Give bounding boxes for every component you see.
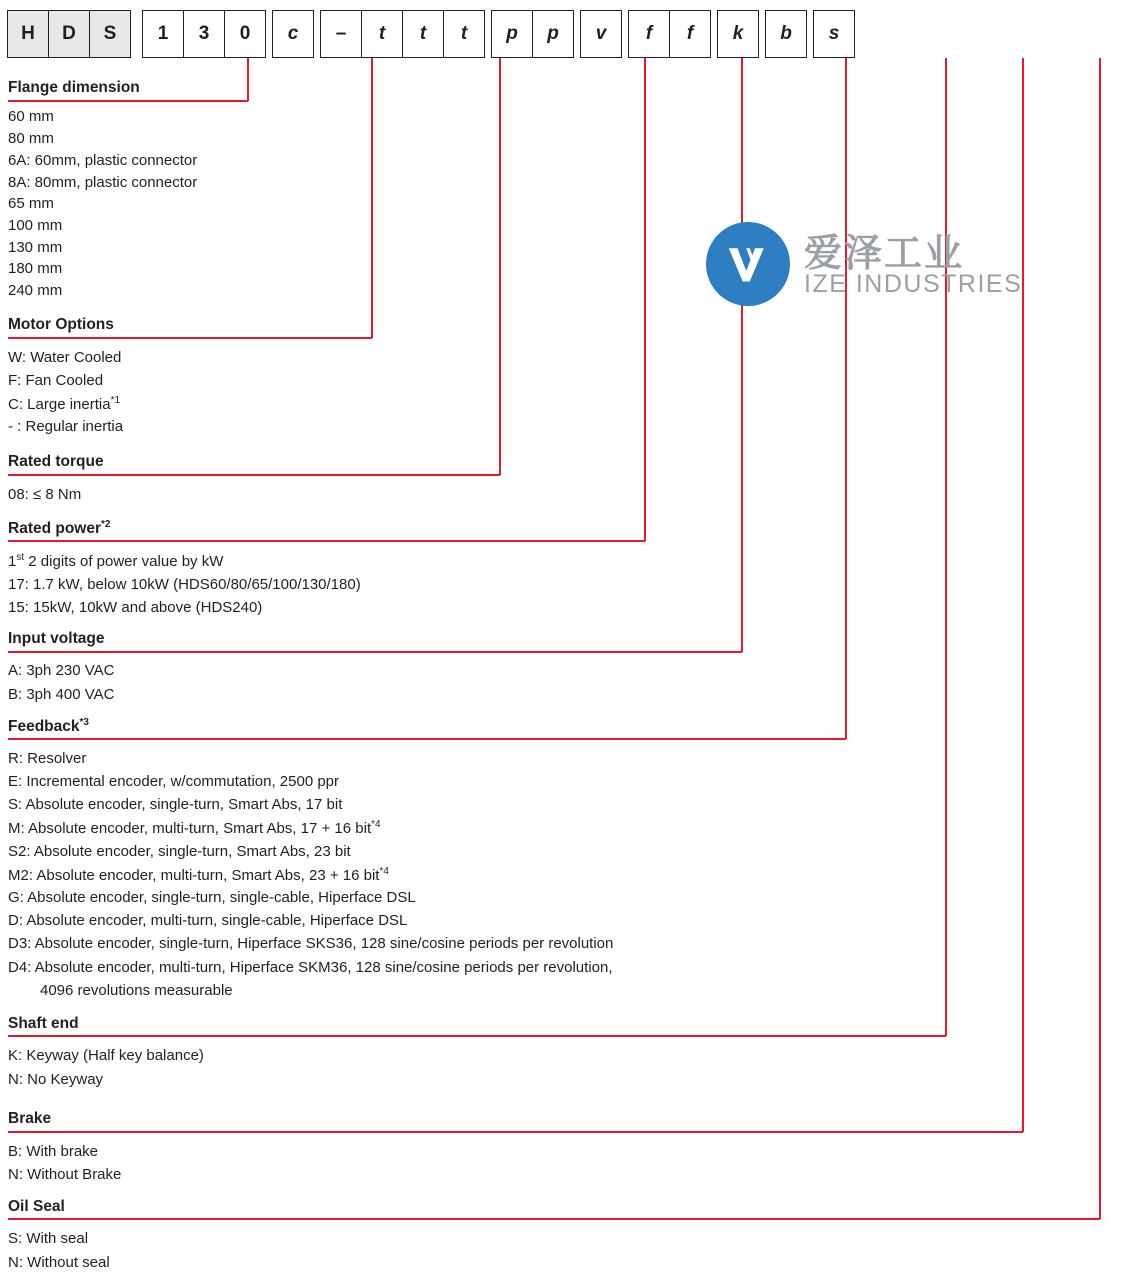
section-title-oil-seal: Oil Seal — [8, 1198, 65, 1215]
section-item: 65 mm — [8, 195, 54, 212]
section-item: N: Without Brake — [8, 1166, 122, 1183]
section-item: D3: Absolute encoder, single-turn, Hiperface SKS36, 128 sine/cosine periods per revolution — [8, 935, 614, 952]
code-cell: – — [320, 10, 362, 58]
section-item: 240 mm — [8, 282, 63, 299]
code-cell: H — [7, 10, 49, 58]
section-item: 15: 15kW, 10kW and above (HDS240) — [8, 599, 263, 616]
section-item: D4: Absolute encoder, multi-turn, Hiperface SKM36, 128 sine/cosine periods per revolution, — [8, 959, 613, 976]
section-item: 17: 1.7 kW, below 10kW (HDS60/80/65/100/130/180) — [8, 576, 361, 593]
section-item: G: Absolute encoder, single-turn, single-cable, Hiperface DSL — [8, 889, 416, 906]
leader-rule-rated-power — [8, 540, 645, 542]
section-item: F: Fan Cooled — [8, 372, 104, 389]
code-group-flange — [143, 10, 266, 58]
section-item: B: 3ph 400 VAC — [8, 686, 115, 703]
code-group-prefix — [8, 10, 131, 58]
code-group-oil-seal — [814, 10, 855, 58]
section-title-shaft-end: Shaft end — [8, 1015, 79, 1032]
section-title-input-voltage: Input voltage — [8, 630, 105, 647]
code-cell: S — [89, 10, 131, 58]
section-item: S: With seal — [8, 1230, 89, 1247]
code-cell: b — [765, 10, 807, 58]
leader-rule-motor-options — [8, 337, 372, 339]
section-item: S: Absolute encoder, single-turn, Smart Abs, 17 bit — [8, 796, 343, 813]
section-title-rated-torque: Rated torque — [8, 453, 104, 470]
code-cell: c — [272, 10, 314, 58]
section-item: D: Absolute encoder, multi-turn, single-cable, Hiperface DSL — [8, 912, 408, 929]
leader-rule-rated-torque — [8, 474, 500, 476]
code-cell: f — [669, 10, 711, 58]
code-cell: 1 — [142, 10, 184, 58]
code-cell: 3 — [183, 10, 225, 58]
section-item: B: With brake — [8, 1143, 99, 1160]
code-cell: t — [361, 10, 403, 58]
section-item: 8A: 80mm, plastic connector — [8, 174, 198, 191]
watermark-logo — [706, 222, 1052, 306]
section-item: N: Without seal — [8, 1254, 110, 1271]
code-cell: t — [402, 10, 444, 58]
section-item: 80 mm — [8, 130, 54, 147]
code-cell: 0 — [224, 10, 266, 58]
leader-rule-input-voltage — [8, 651, 742, 653]
leader-line-oil-seal — [1099, 58, 1101, 1219]
code-cell: D — [48, 10, 90, 58]
code-group-torque — [321, 10, 485, 58]
leader-line-rated-torque — [499, 58, 501, 475]
section-item: C: Large inertia$^{*1}$ — [8, 395, 121, 413]
brand-mark-icon — [706, 222, 790, 306]
section-item: N: No Keyway — [8, 1071, 104, 1088]
section-item: 6A: 60mm, plastic connector — [8, 152, 198, 169]
section-item: A: 3ph 230 VAC — [8, 662, 115, 679]
code-group-shaft-end — [718, 10, 759, 58]
leader-line-motor-options — [371, 58, 373, 338]
code-cell: s — [813, 10, 855, 58]
leader-line-rated-power — [644, 58, 646, 541]
section-item: M: Absolute encoder, multi-turn, Smart Abs, 17 + 16 bit$^{*4}$ — [8, 819, 381, 837]
section-item: K: Keyway (Half key balance) — [8, 1047, 204, 1064]
code-cell: v — [580, 10, 622, 58]
section-title-feedback: Feedback$^{*3}$ — [8, 717, 89, 736]
leader-rule-brake — [8, 1131, 1023, 1133]
code-group-voltage — [581, 10, 622, 58]
leader-line-input-voltage — [741, 58, 743, 652]
watermark-text-cn: 爱泽工业 — [804, 231, 965, 275]
code-cell: f — [628, 10, 670, 58]
code-cell: p — [491, 10, 533, 58]
leader-line-flange — [247, 58, 249, 101]
section-item: 130 mm — [8, 239, 63, 256]
section-item: S2: Absolute encoder, single-turn, Smart Abs, 23 bit — [8, 843, 351, 860]
part-number-code-row — [8, 10, 855, 58]
leader-line-brake — [1022, 58, 1024, 1132]
code-group-power — [492, 10, 574, 58]
section-item: E: Incremental encoder, w/commutation, 2500 ppr — [8, 773, 340, 790]
code-group-motor-option — [273, 10, 314, 58]
section-item: - : Regular inertia — [8, 418, 124, 435]
section-title-flange-dimension: Flange dimension — [8, 79, 140, 96]
section-item: 180 mm — [8, 260, 63, 277]
code-group-feedback — [629, 10, 711, 58]
section-item: 1st 2 digits of power value by kW — [8, 552, 224, 570]
section-item: W: Water Cooled — [8, 349, 122, 366]
leader-rule-flange — [8, 100, 248, 102]
section-item: 08: ≤ 8 Nm — [8, 486, 82, 503]
leader-rule-shaft-end — [8, 1035, 946, 1037]
leader-line-feedback — [845, 58, 847, 739]
section-item: 100 mm — [8, 217, 63, 234]
code-group-brake — [766, 10, 807, 58]
code-cell: t — [443, 10, 485, 58]
leader-rule-oil-seal — [8, 1218, 1100, 1220]
section-title-rated-power: Rated power$^{*2}$ — [8, 519, 111, 538]
section-item: M2: Absolute encoder, multi-turn, Smart Abs, 23 + 16 bit$^{*4}$ — [8, 866, 389, 884]
code-cell: p — [532, 10, 574, 58]
watermark-text-en: IZE INDUSTRIES — [804, 270, 1023, 298]
leader-rule-feedback — [8, 738, 846, 740]
section-item: 60 mm — [8, 108, 54, 125]
section-title-brake: Brake — [8, 1110, 52, 1127]
section-item: R: Resolver — [8, 750, 87, 767]
leader-line-shaft-end — [945, 58, 947, 1036]
section-title-motor-options: Motor Options — [8, 316, 114, 333]
section-item: 4096 revolutions measurable — [40, 982, 233, 999]
code-cell: k — [717, 10, 759, 58]
